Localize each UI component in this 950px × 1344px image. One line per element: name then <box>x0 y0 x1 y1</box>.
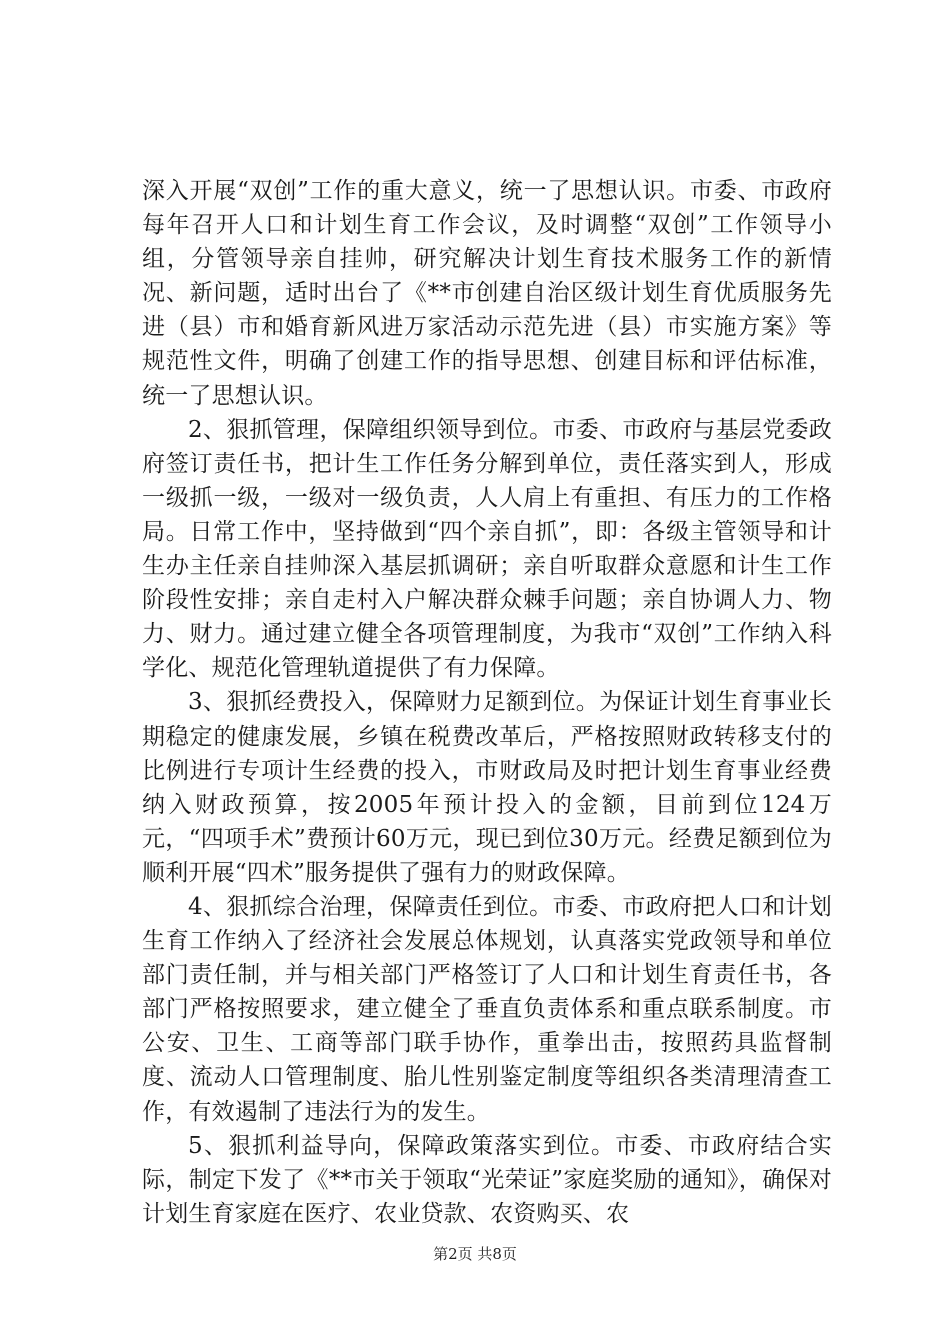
paragraph-3: 3、狠抓经费投入，保障财力足额到位。为保证计划生育事业长期稳定的健康发展，乡镇在税费改革后，严格按照财政转移支付的比例进行专项计生经费的投入，市财政局及时把计划生育事业经费纳入财政预算，按2005年预计投入的金额，目前到位124万元，“四项手术”费预计60万元，现已到位30万元。经费足额到位为顺利开展“四术”服务提供了强有力的财政保障。 <box>142 689 832 886</box>
page-footer: 第2页 共8页 <box>433 1245 517 1263</box>
paragraph-2: 2、狠抓管理，保障组织领导到位。市委、市政府与基层党委政府签订责任书，把计生工作任务分解到单位，责任落实到人，形成一级抓一级，一级对一级负责，人人肩上有重担、有压力的工作格局。日常工作中，坚持做到“四个亲自抓”，即：各级主管领导和计生办主任亲自挂帅深入基层抓调研；亲自听取群众意愿和计生工作阶段性安排；亲自走村入户解决群众棘手问题；亲自协调人力、物力、财力。通过建立健全各项管理制度，为我市“双创”工作纳入科学化、规范化管理轨道提供了有力保障。 <box>142 416 832 682</box>
paragraph-5: 5、狠抓利益导向，保障政策落实到位。市委、市政府结合实际，制定下发了《**市关于领取“光荣证”家庭奖励的通知》，确保对计划生育家庭在医疗、农业贷款、农资购买、农 <box>142 1132 832 1227</box>
paragraph-1: 深入开展“双创”工作的重大意义，统一了思想认识。市委、市政府每年召开人口和计划生育工作会议，及时调整“双创”工作领导小组，分管领导亲自挂帅，研究解决计划生育技术服务工作的新情况、新问题，适时出台了《**市创建自治区级计划生育优质服务先进（县）市和婚育新风进万家活动示范先进（县）市实施方案》等规范性文件，明确了创建工作的指导思想、创建目标和评估标准，统一了思想认识。 <box>142 178 832 409</box>
paragraph-4: 4、狠抓综合治理，保障责任到位。市委、市政府把人口和计划生育工作纳入了经济社会发展总体规划，认真落实党政领导和单位部门责任制，并与相关部门严格签订了人口和计划生育责任书，各部门严格按照要求，建立健全了垂直负责体系和重点联系制度。市公安、卫生、工商等部门联手协作，重拳出击，按照药具监督制度、流动人口管理制度、胎儿性别鉴定制度等组织各类清理清查工作，有效遏制了违法行为的发生。 <box>142 893 832 1125</box>
document-body <box>142 174 832 1231</box>
